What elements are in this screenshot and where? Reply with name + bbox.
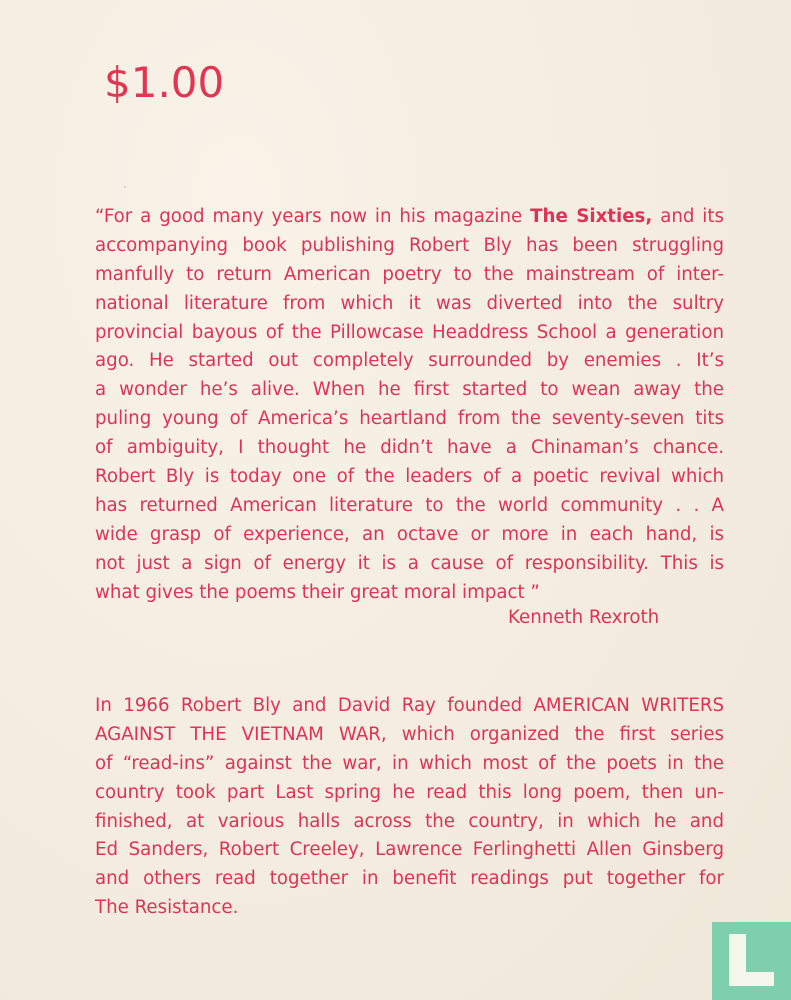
quote-line: Robert Bly is today one of the leaders of a poetic revival which	[95, 466, 724, 488]
bio-line: Ed Sanders, Robert Creeley, Lawrence Ferlinghetti Allen Ginsberg	[95, 839, 724, 861]
bio-line: finished, at various halls across the country, in which he and	[95, 810, 724, 832]
l-logo-icon	[712, 922, 791, 1000]
bio-line: AGAINST THE VIETNAM WAR, which organized the first series	[95, 723, 724, 745]
quote-line: has returned American literature to the world community . . A	[95, 494, 724, 516]
quote-line	[95, 203, 724, 232]
quote-attribution: Kenneth Rexroth	[508, 607, 660, 628]
price-label: $1.00	[104, 58, 225, 107]
rexroth-quote	[95, 203, 724, 607]
quote-line: puling young of America’s heartland from the seventy-seven tits	[95, 408, 724, 430]
bio-line: In 1966 Robert Bly and David Ray founded AMERICAN WRITERS	[95, 695, 724, 716]
quote-line: not just a sign of energy it is a cause of responsibility. This is	[95, 552, 724, 574]
quote-line: ago. He started out completely surrounded by enemies . It’s	[95, 350, 724, 372]
quote-line: a wonder he’s alive. When he first started to wean away the	[95, 379, 724, 401]
quote-line-text: and its	[652, 206, 724, 227]
bio-paragraph	[95, 692, 724, 923]
paper-speck	[124, 186, 126, 188]
quote-line: of ambiguity, I thought he didn’t have a Chinaman’s chance.	[95, 437, 724, 459]
bio-line: country took part Last spring he read this long poem, then un-	[95, 781, 724, 803]
quote-line: manfully to return American poetry to the mainstream of inter-	[95, 263, 724, 285]
magazine-title: The Sixties,	[530, 206, 653, 227]
bio-line: of “read-ins” against the war, in which most of the poets in the	[95, 752, 724, 774]
quote-line: accompanying book publishing Robert Bly has been struggling	[95, 234, 724, 256]
quote-line: provincial bayous of the Pillowcase Headdress School a generation	[95, 321, 724, 343]
quote-line: wide grasp of experience, an octave or more in each hand, is	[95, 523, 724, 545]
quote-line: what gives the poems their great moral impact ”	[95, 581, 540, 603]
quote-line-text: “For a good many years now in his magazine	[95, 206, 531, 227]
bio-line: The Resistance.	[95, 897, 239, 919]
logo-l-foot	[729, 972, 774, 986]
quote-line: national literature from which it was diverted into the sultry	[95, 292, 724, 314]
bio-line: and others read together in benefit readings put together for	[95, 868, 724, 890]
